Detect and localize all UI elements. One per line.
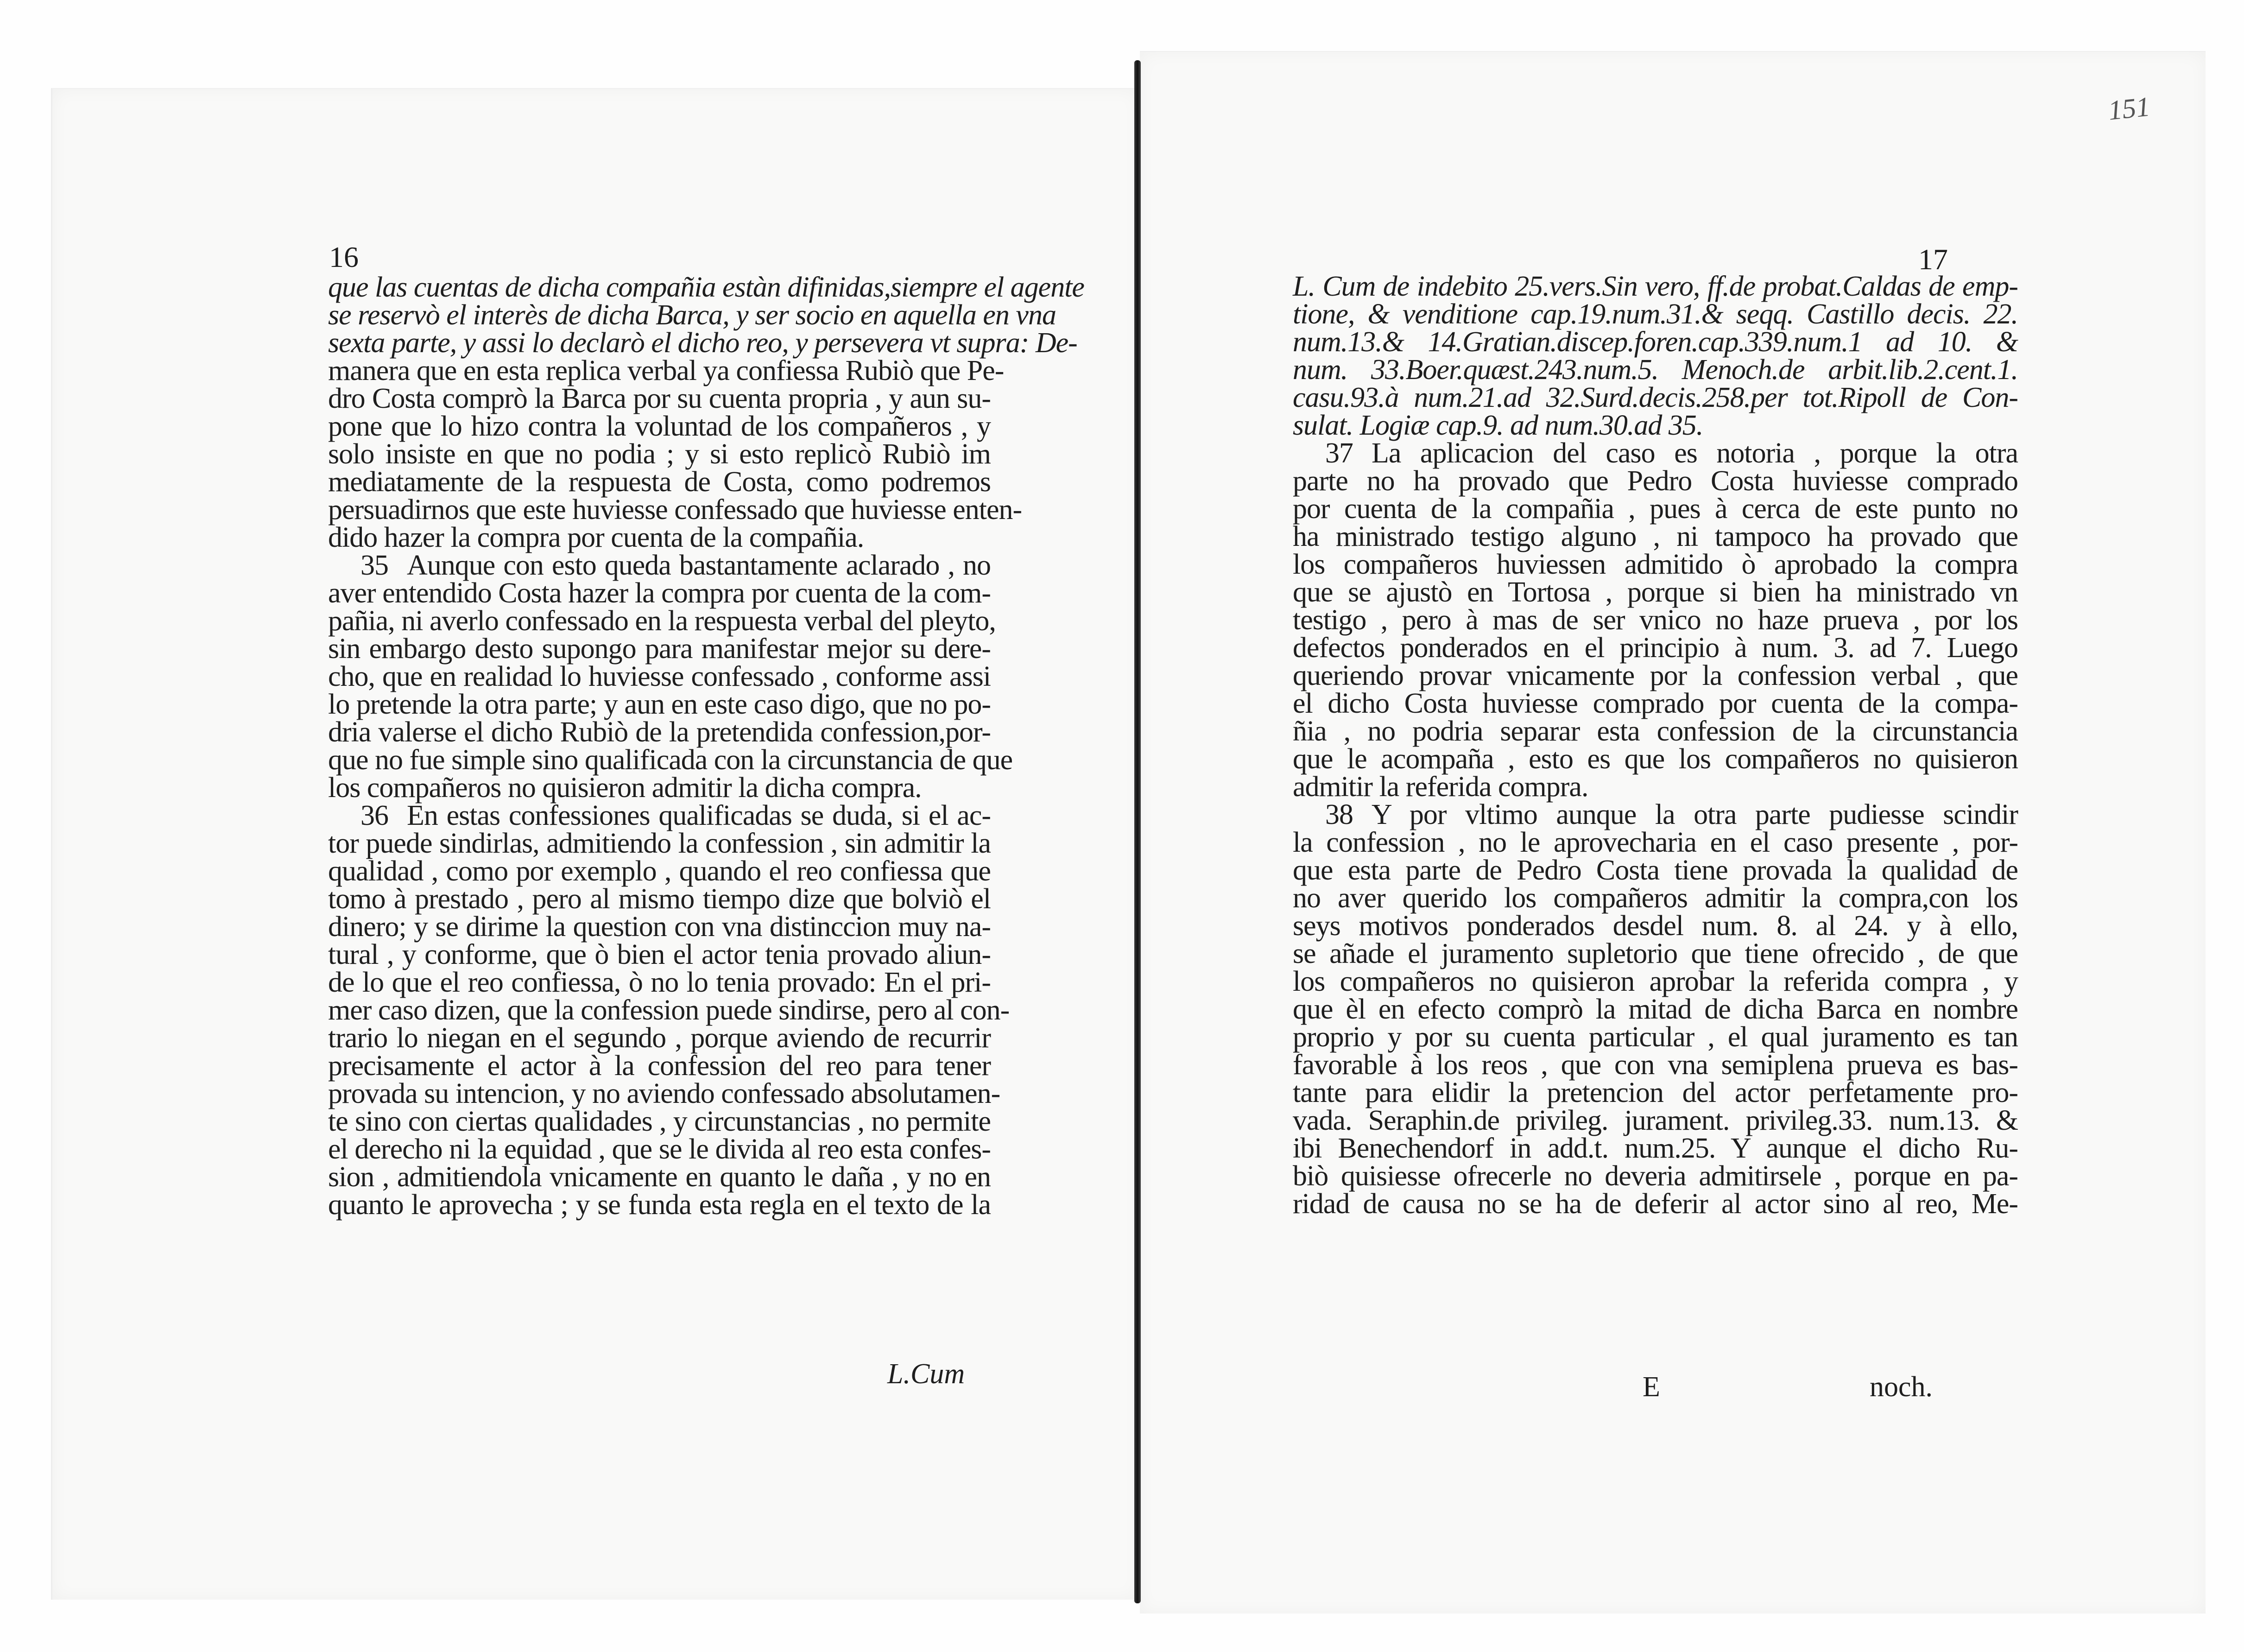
line-text: sin embargo desto supongo para manifestar mejor su dere- <box>328 633 991 665</box>
line-text: se añade el juramento supletorio que tiene ofrecido , de que <box>1293 938 2018 969</box>
text-line <box>328 1052 991 1080</box>
line-text: no aver querido los compañeros admitir la compra,con los <box>1293 882 2018 914</box>
left-catchword: L.Cum <box>887 1358 965 1390</box>
text-line <box>1293 940 2018 968</box>
text-line <box>328 524 991 551</box>
line-text: provada su intencion, y no aviendo confessado absolutamen- <box>328 1078 1000 1109</box>
line-text: manera que en esta replica verbal ya confiessa Rubiò que Pe- <box>328 355 1004 386</box>
line-text: dinero; y se dirime la question con vna distinccion muy na- <box>328 911 991 943</box>
line-text: vada. Seraphin.de privileg. jurament. privileg.33. num.13. & <box>1293 1105 2018 1136</box>
right-catchword: noch. <box>1870 1371 1933 1403</box>
line-text: solo insiste en que no podia ; y si esto replicò Rubiò im <box>328 438 991 470</box>
line-text: que le acompaña , esto es que los compañeros no quisieron <box>1293 743 2018 775</box>
text-line <box>1293 662 2018 690</box>
line-text: tante para elidir la pretencion del actor perfetamente pro- <box>1293 1077 2018 1108</box>
text-line <box>328 1108 991 1135</box>
text-line <box>1293 690 2018 717</box>
text-line <box>328 857 991 885</box>
line-text: que las cuentas de dicha compañia estàn difinidas,siempre el agente <box>328 272 1084 303</box>
text-line <box>328 551 991 579</box>
text-line <box>1293 1190 2018 1218</box>
text-line <box>1293 1107 2018 1134</box>
text-line <box>1293 467 2018 495</box>
text-line <box>1293 411 2018 439</box>
line-text: el derecho ni la equidad , que se le divida al reo esta confes- <box>328 1133 991 1165</box>
text-line <box>328 913 991 941</box>
text-line <box>1293 523 2018 551</box>
text-line <box>1293 439 2018 467</box>
line-text: parte no ha provado que Pedro Costa huviesse comprado <box>1293 465 2018 497</box>
line-text: tural , y conforme, que ò bien el actor tenia provado aliun- <box>328 939 991 970</box>
text-line <box>1293 829 2018 856</box>
text-line <box>1293 745 2018 773</box>
line-text: te sino con ciertas qualidades , y circunstancias , no permite <box>328 1106 991 1137</box>
text-line <box>1293 968 2018 995</box>
book-gutter <box>1134 60 1141 1603</box>
line-text: aver entendido Costa hazer la compra por cuenta de la com- <box>328 577 991 609</box>
text-line <box>328 272 1084 303</box>
text-line <box>328 385 991 412</box>
text-line <box>1293 1162 2018 1190</box>
text-line <box>328 663 991 690</box>
line-text: Aunque con esto queda bastantamente aclarado , no <box>407 550 991 581</box>
line-text: que èl en efecto comprò la mitad de dicha Barca en nombre <box>1293 994 2018 1025</box>
line-text: L. Cum de indebito 25.vers.Sin vero, ff.de probat.Caldas de emp- <box>1293 271 2018 302</box>
text-line <box>328 299 1056 331</box>
text-line <box>1293 801 2018 829</box>
line-text: los compañeros no quisieron aprobar la referida compra , y <box>1293 966 2018 997</box>
line-text: queriendo provar vnicamente por la confession verbal , que <box>1293 660 2018 691</box>
line-text: la confession , no le aprovecharia en el caso presente , por- <box>1293 827 2018 858</box>
text-line <box>1293 634 2018 662</box>
text-line <box>1293 578 2018 606</box>
text-line <box>328 1135 991 1163</box>
right-page-text <box>1293 272 2018 1218</box>
line-text: En estas confessiones qualificadas se duda, si el ac- <box>407 800 991 831</box>
text-line <box>328 994 1010 1026</box>
text-line <box>328 468 991 496</box>
handwritten-folio-number: 151 <box>2106 91 2152 126</box>
line-text: tor puede sindirlas, admitiendo la confession , sin admitir la <box>328 828 991 859</box>
line-text: que se ajustò en Tortosa , porque si bien ha ministrado vn <box>1293 576 2018 608</box>
text-line <box>328 635 991 663</box>
text-line <box>328 355 1004 386</box>
line-text: mediatamente de la respuesta de Costa, como podremos <box>328 466 991 498</box>
line-text: ridad de causa no se ha de deferir al actor sino al reo, Me- <box>1293 1188 2018 1220</box>
line-text: proprio y por su cuenta particular , el qual juramento es tan <box>1293 1021 2018 1053</box>
text-line <box>328 941 991 968</box>
line-text: sulat. Logiæ cap.9. ad num.30.ad 35. <box>1293 410 1703 441</box>
text-line <box>328 440 991 468</box>
line-text: dido hazer la compra por cuenta de la compañia. <box>328 522 864 553</box>
text-line <box>328 1163 991 1191</box>
line-text: dria valerse el dicho Rubiò de la pretendida confession,por- <box>328 716 991 748</box>
line-text: trario lo niegan en el segundo , porque aviendo de recurrir <box>328 1022 991 1054</box>
text-line <box>328 412 991 440</box>
line-text: La aplicacion del caso es notoria , porque la otra <box>1372 437 2018 469</box>
text-line <box>328 968 991 996</box>
text-line <box>1293 328 2018 356</box>
line-text: num. 33.Boer.quæst.243.num.5. Menoch.de arbit.lib.2.cent.1. <box>1293 354 2018 386</box>
line-text: biò quisiesse ofrecerle no deveria admitirsele , porque en pa- <box>1293 1160 2018 1192</box>
text-line <box>328 690 991 718</box>
paragraph-number: 38 <box>1325 799 1353 830</box>
line-text: lo pretende la otra parte; y aun en este caso digo, que no po- <box>328 689 991 720</box>
right-page-number: 17 <box>1918 243 1948 276</box>
line-text: tione, & venditione cap.19.num.31.& seqq. Castillo decis. 22. <box>1293 298 2018 330</box>
text-line <box>1293 1051 2018 1079</box>
line-text: ha ministrado testigo alguno , ni tampoco ha provado que <box>1293 521 2018 552</box>
line-text: qualidad , como por exemplo , quando el reo confiessa que <box>328 855 991 887</box>
line-text: quanto le aprovecha ; y se funda esta regla en el texto de la <box>328 1189 991 1221</box>
text-line <box>328 802 991 829</box>
text-line <box>1293 884 2018 912</box>
line-text: tomo à prestado , pero al mismo tiempo dize que bolviò el <box>328 883 991 915</box>
text-line <box>328 885 991 913</box>
text-line <box>1293 384 2018 411</box>
text-line <box>1293 1079 2018 1107</box>
text-line <box>328 744 1013 776</box>
line-text: Y por vltimo aunque la otra parte pudiesse scindir <box>1372 799 2018 830</box>
line-text: sion , admitiendola vnicamente en quanto le daña , y no en <box>328 1161 991 1193</box>
line-text: que no fue simple sino qualificada con la circunstancia de que <box>328 744 1013 776</box>
text-line <box>328 1191 991 1219</box>
text-line <box>328 1024 991 1052</box>
text-line <box>1293 495 2018 523</box>
line-text: ñia , no podria separar esta confession de la circunstancia <box>1293 715 2018 747</box>
text-line <box>1293 272 2018 300</box>
line-text: se reservò el interès de dicha Barca, y ser socio en aquella en vna <box>328 299 1056 331</box>
text-line <box>1293 300 2018 328</box>
text-line <box>1293 717 2018 745</box>
text-line <box>328 1078 1000 1109</box>
text-line <box>1293 856 2018 884</box>
line-text: los compañeros huviessen admitido ò aprobado la compra <box>1293 549 2018 580</box>
line-text: admitir la referida compra. <box>1293 771 1588 803</box>
line-text: de lo que el reo confiessa, ò no lo tenia provado: En el pri- <box>328 967 991 998</box>
line-text: mer caso dizen, que la confession puede sindirse, pero al con- <box>328 994 1010 1026</box>
line-text: testigo , pero à mas de ser vnico no haze prueva , por los <box>1293 604 2018 636</box>
text-line <box>328 829 991 857</box>
line-text: defectos ponderados en el principio à num. 3. ad 7. Luego <box>1293 632 2018 664</box>
text-line <box>328 579 991 607</box>
paragraph-number: 35 <box>360 550 388 581</box>
text-line <box>1293 356 2018 384</box>
left-page-number: 16 <box>329 241 359 273</box>
text-line <box>1293 1023 2018 1051</box>
paragraph-number: 36 <box>360 800 388 831</box>
text-line <box>328 718 991 746</box>
line-text: cho, que en realidad lo huviesse confessado , conforme assi <box>328 661 991 692</box>
line-text: casu.93.à num.21.ad 32.Surd.decis.258.per tot.Ripoll de Con- <box>1293 382 2018 413</box>
text-line <box>328 327 1077 359</box>
line-text: el dicho Costa huviesse comprado por cuenta de la compa- <box>1293 688 2018 719</box>
line-text: seys motivos ponderados desdel num. 8. al 24. y à ello, <box>1293 910 2018 942</box>
line-text: num.13.& 14.Gratian.discep.foren.cap.339.num.1 ad 10. & <box>1293 326 2018 358</box>
text-line <box>1293 1134 2018 1162</box>
text-line <box>328 494 1022 525</box>
line-text: persuadirnos que este huviesse confessado que huviesse enten- <box>328 494 1022 525</box>
text-line <box>1293 912 2018 940</box>
left-page-text <box>328 272 1084 1221</box>
line-text: precisamente el actor à la confession del reo para tener <box>328 1050 991 1082</box>
line-text: sexta parte, y assi lo declarò el dicho reo, y persevera vt supra: De- <box>328 327 1077 359</box>
text-line <box>328 605 996 637</box>
line-text: pañia, ni averlo confessado en la respuesta verbal del pleyto, <box>328 605 996 637</box>
text-line <box>1293 551 2018 578</box>
line-text: los compañeros no quisieron admitir la dicha compra. <box>328 772 922 804</box>
line-text: pone que lo hizo contra la voluntad de los compañeros , y <box>328 411 991 442</box>
text-line <box>1293 773 2018 801</box>
signature-mark: E <box>1643 1371 1660 1403</box>
paragraph-number: 37 <box>1325 437 1353 469</box>
line-text: ibi Benechendorf in add.t. num.25. Y aunque el dicho Ru- <box>1293 1133 2018 1164</box>
text-line <box>328 774 991 802</box>
text-line <box>1293 606 2018 634</box>
text-line <box>1293 995 2018 1023</box>
line-text: por cuenta de la compañia , pues à cerca de este punto no <box>1293 493 2018 525</box>
line-text: que esta parte de Pedro Costa tiene provada la qualidad de <box>1293 854 2018 886</box>
line-text: dro Costa comprò la Barca por su cuenta propria , y aun su- <box>328 383 991 414</box>
line-text: favorable à los reos , que con vna semiplena prueva es bas- <box>1293 1049 2018 1081</box>
